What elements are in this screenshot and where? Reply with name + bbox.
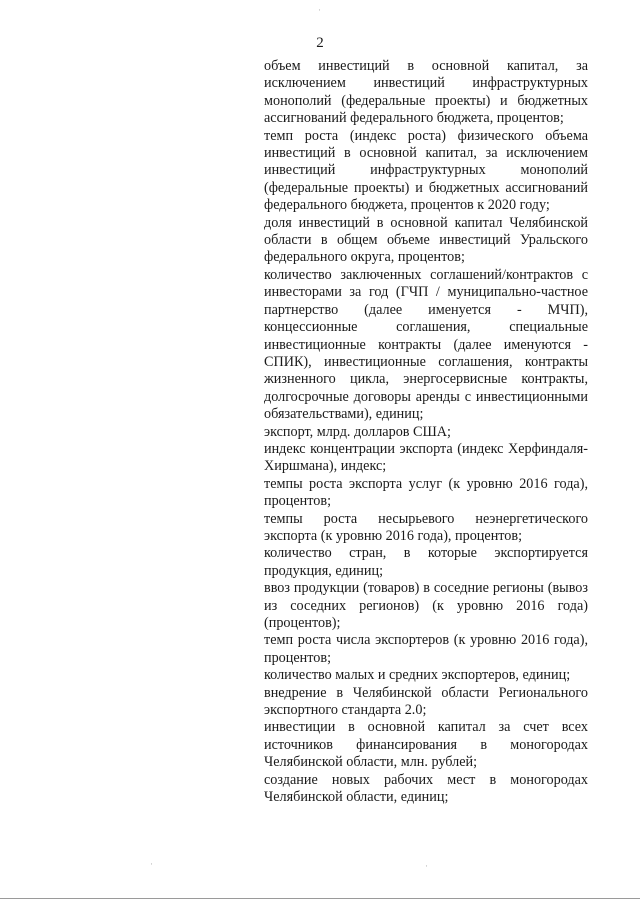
list-item: инвестиции в основной капитал за счет всех источников финансирования в моногородах Челябинской области, млн. рублей; — [264, 719, 588, 771]
list-item: экспорт, млрд. долларов США; — [264, 423, 451, 440]
list-item: темпы роста несырьевого неэнергетического экспорта (к уровню 2016 года), процентов; — [264, 510, 588, 544]
list-item: объем инвестиций в основной капитал, за исключением инвестиций инфраструктурных монополий (федеральные проекты) и бюджетных ассигнований федерального бюджета, процентов; — [264, 58, 588, 127]
list-item: темпы роста экспорта услуг (к уровню 2016 года), процентов; — [264, 475, 588, 510]
page-number: 2 — [316, 35, 324, 51]
scan-speck: · — [318, 5, 321, 15]
scan-speck: · — [425, 861, 428, 871]
list-item: количество заключенных соглашений/контрактов с инвесторами за год (ГЧП / муниципально-частное партнерство (далее именуется - МЧП), концессионные соглашения, специальные инвестиционные контракты (далее именуются - СПИК), инвестиционные соглашения, контракты жизненного цикла, энергосервисные контракты, долгосрочные договоры аренды с инвестиционными обязательствами), единиц; — [264, 266, 588, 423]
list-item: количество стран, в которые экспортируется продукция, единиц; — [264, 545, 588, 579]
list-item: доля инвестиций в основной капитал Челябинской области в общем объеме инвестиций Уральского федерального округа, процентов; — [264, 214, 588, 266]
scan-speck: · — [150, 859, 153, 869]
list-item: темп роста числа экспортеров (к уровню 2016 года), процентов; — [264, 632, 588, 666]
list-item: индекс концентрации экспорта (индекс Херфиндаля-Хиршмана), индекс; — [264, 440, 588, 475]
scan-edge-line — [0, 898, 640, 899]
document-body — [264, 58, 588, 806]
list-item: темп роста (индекс роста) физического объема инвестиций в основной капитал, за исключением инвестиций инфраструктурных монополий (федеральные проекты) и бюджетных ассигнований федерального бюджета, процентов к 2020 году; — [264, 127, 588, 214]
list-item: ввоз продукции (товаров) в соседние регионы (вывоз из соседних регионов) (к уровню 2016 года) (процентов); — [264, 580, 588, 631]
list-item: количество малых и средних экспортеров, единиц; — [264, 667, 571, 684]
list-item: создание новых рабочих мест в моногородах Челябинской области, единиц; — [264, 771, 588, 806]
list-item: внедрение в Челябинской области Регионального экспортного стандарта 2.0; — [264, 684, 588, 719]
